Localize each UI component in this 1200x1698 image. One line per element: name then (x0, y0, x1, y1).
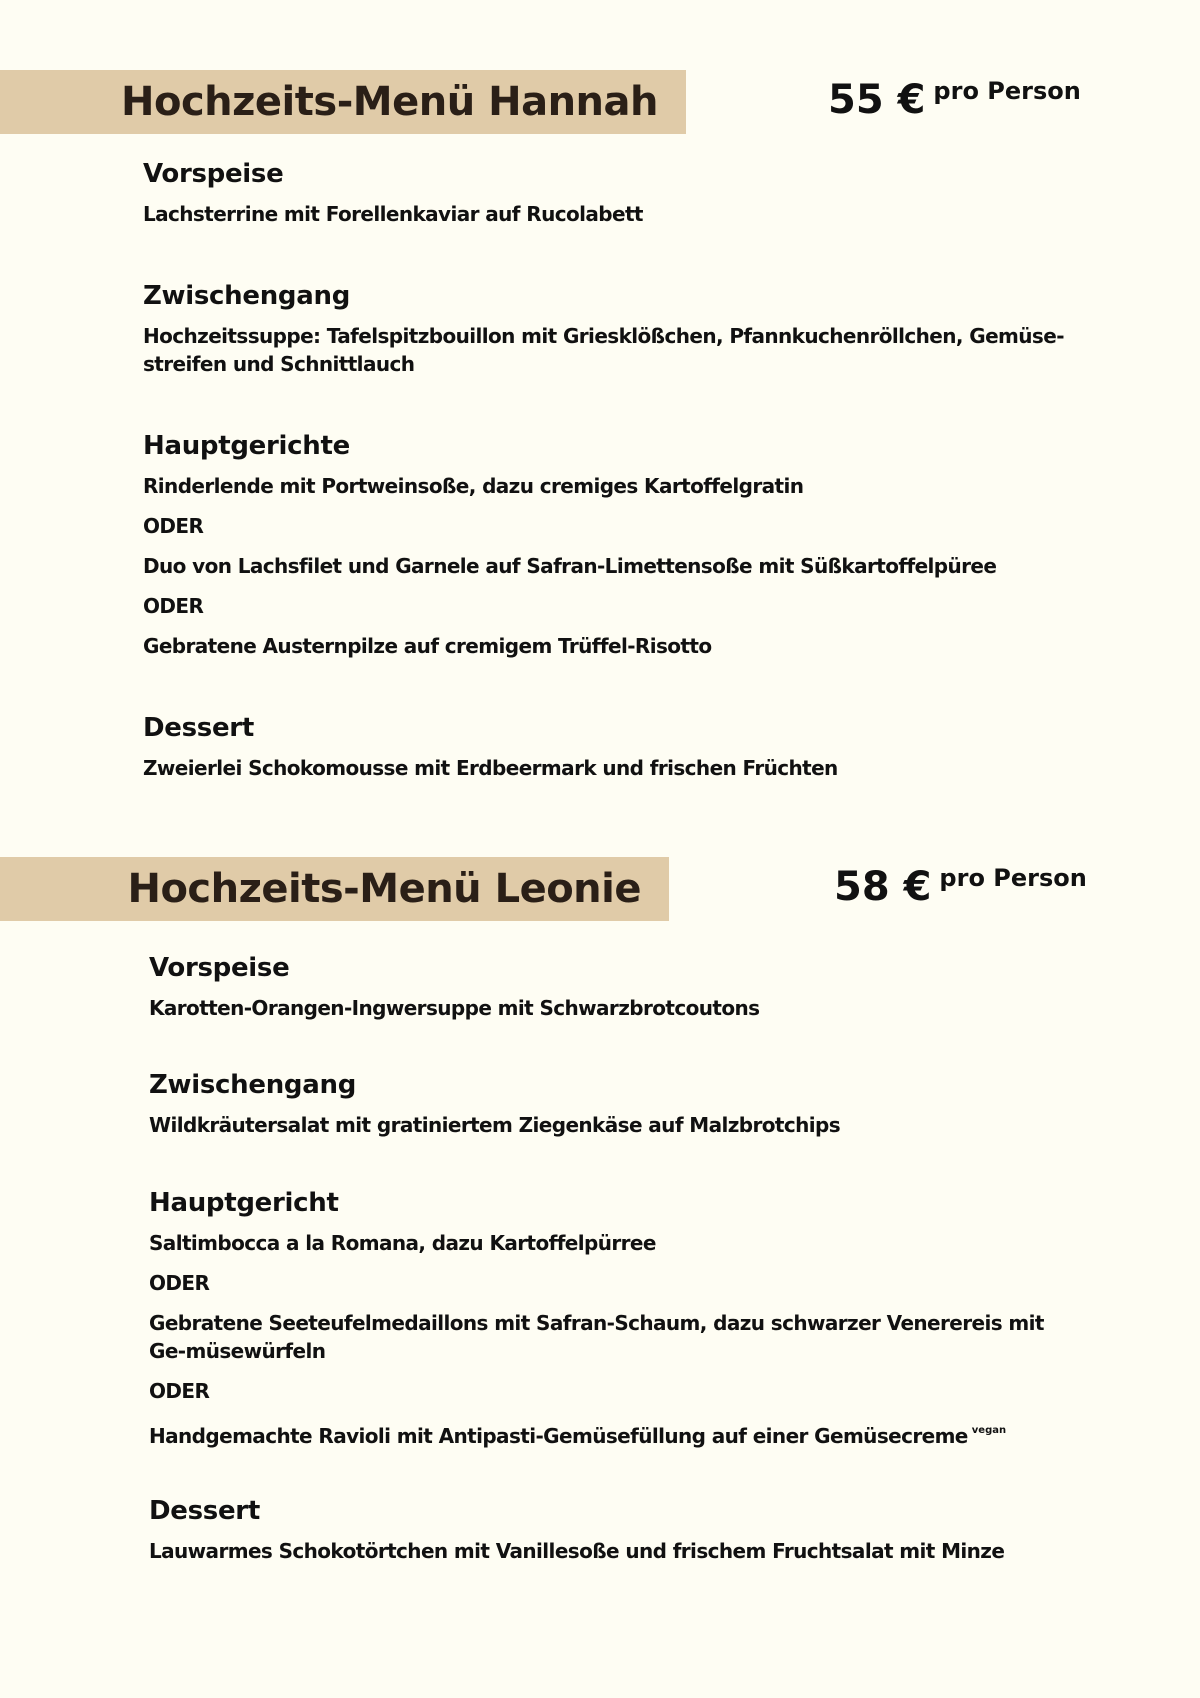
title-bar (0, 857, 669, 921)
course-title: Dessert (143, 713, 254, 743)
course-dessert (143, 712, 1073, 794)
course-title: Vorspeise (149, 953, 290, 983)
dish: Duo von Lachsfilet und Garnele auf Safran-Limettensoße mit Süßkartoffelpüree (143, 554, 997, 578)
price-amount: 55 € (828, 77, 926, 123)
price (828, 76, 1081, 124)
course-hauptgericht (149, 1187, 1079, 1462)
course-title: Zwischengang (143, 281, 351, 311)
course-zwischengang (149, 1069, 1079, 1151)
course-dessert (149, 1495, 1079, 1577)
menu-hannah (0, 70, 1200, 780)
menu-title: Hochzeits-Menü Leonie (127, 866, 641, 912)
dish: Gebratene Austernpilze auf cremigem Trüffel-Risotto (143, 634, 712, 658)
dish: Wildkräutersalat mit gratiniertem Ziegenkäse auf Malzbrotchips (149, 1113, 841, 1137)
course-hauptgerichte (143, 430, 1073, 672)
course-title: Dessert (149, 1496, 260, 1526)
dish-with-badge (149, 1417, 1079, 1450)
oder-separator: ODER (149, 1271, 210, 1295)
dish: Rinderlende mit Portweinsoße, dazu cremiges Kartoffelgratin (143, 474, 804, 498)
dish: Lachsterrine mit Forellenkaviar auf Rucolabett (143, 202, 643, 226)
dish: Karotten-Orangen-Ingwersuppe mit Schwarzbrotcoutons (149, 996, 760, 1020)
dish: Lauwarmes Schokotörtchen mit Vanillesoße und frischem Fruchtsalat mit Minze (149, 1539, 1005, 1563)
course-vorspeise (143, 158, 1073, 240)
price-unit: pro Person (939, 864, 1087, 892)
price (834, 863, 1087, 911)
dish-text: Handgemachte Ravioli mit Antipasti-Gemüsefüllung auf einer Gemüsecreme (149, 1424, 968, 1448)
price-unit: pro Person (933, 77, 1081, 105)
dish: Zweierlei Schokomousse mit Erdbeermark und frischen Früchten (143, 756, 838, 780)
course-title: Vorspeise (143, 159, 284, 189)
menu-header (0, 70, 1200, 134)
menu-header (0, 857, 1200, 921)
course-title: Zwischengang (149, 1070, 357, 1100)
dish: Hochzeitssuppe: Tafelspitzbouillon mit Griesklößchen, Pfannkuchenröllchen, Gemüse-streifen und Schnittlauch (143, 324, 1064, 376)
oder-separator: ODER (149, 1379, 210, 1403)
course-title: Hauptgerichte (143, 431, 350, 461)
oder-separator: ODER (143, 594, 204, 618)
course-title: Hauptgericht (149, 1188, 339, 1218)
course-vorspeise (149, 952, 1079, 1034)
title-bar (0, 70, 686, 134)
dish: Gebratene Seeteufelmedaillons mit Safran-Schaum, dazu schwarzer Venerereis mit Ge-müsewürfeln (149, 1311, 1044, 1363)
course-zwischengang (143, 280, 1073, 390)
menu-leonie (0, 857, 1200, 1563)
dish: Saltimbocca a la Romana, dazu Kartoffelpürree (149, 1231, 656, 1255)
vegan-badge: vegan (971, 1425, 1007, 1436)
oder-separator: ODER (143, 514, 204, 538)
menu-title: Hochzeits-Menü Hannah (121, 79, 658, 125)
price-amount: 58 € (834, 864, 932, 910)
